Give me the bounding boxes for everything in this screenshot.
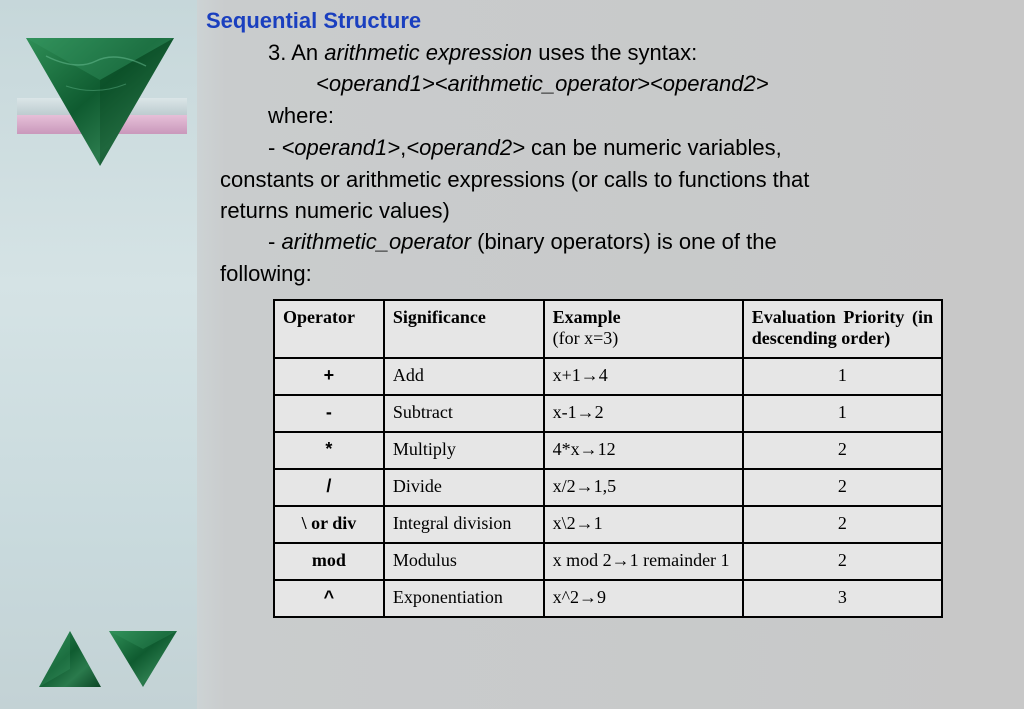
table-row [274,432,942,469]
cell-significance: Exponentiation [384,580,544,617]
text-segment: can be numeric variables, [524,135,782,160]
text-segment: , [400,135,407,160]
syntax-line: <operand1><arithmetic_operator><operand2> [316,71,769,96]
table-row [274,395,942,432]
operands-line-1 [268,135,782,161]
text-segment: - [268,229,282,254]
cell-example: 4*x→12 [544,432,743,469]
cell-operator: + [274,358,384,395]
left-decor-panel [0,0,197,709]
header-example [544,300,743,358]
marble-triangle-down-icon [26,36,176,168]
cell-operator: * [274,432,384,469]
text-italic: <operand2> [406,135,525,160]
cell-significance: Divide [384,469,544,506]
cell-significance: Integral division [384,506,544,543]
cell-significance: Add [384,358,544,395]
text-italic: arithmetic expression [324,40,533,65]
cell-example: x^2→9 [544,580,743,617]
operator-line-1 [268,229,777,255]
table-row [274,506,942,543]
where-line: where: [268,103,335,128]
cell-operator: ^ [274,580,384,617]
text-segment: 3. An [268,40,325,65]
cell-operator: mod [274,543,384,580]
table-header-row [274,300,942,358]
operators-table [273,299,943,618]
table-row [274,358,942,395]
cell-priority: 1 [743,395,942,432]
cell-example: x/2→1,5 [544,469,743,506]
cell-significance: Modulus [384,543,544,580]
operands-line-2: constants or arithmetic expressions (or calls to functions that [220,167,810,192]
table-row [274,469,942,506]
operator-line-2: following: [220,261,312,286]
text-segment: uses the syntax: [532,40,698,65]
cell-priority: 2 [743,543,942,580]
text-italic: <operand1> [281,135,401,160]
cell-priority: 2 [743,432,942,469]
header-example-sub: (for x=3) [552,328,619,348]
body-line-1 [268,40,697,66]
cell-priority: 3 [743,580,942,617]
page-title: Sequential Structure [206,8,422,33]
cell-significance: Multiply [384,432,544,469]
header-significance: Significance [384,300,544,358]
cell-example: x mod 2→1 remainder 1 [544,543,743,580]
cell-priority: 1 [743,358,942,395]
cell-operator: \ or div [274,506,384,543]
cell-priority: 2 [743,469,942,506]
cell-example: x-1→2 [544,395,743,432]
cell-example: x\2→1 [544,506,743,543]
marble-triangle-down-small-icon [107,629,179,689]
cell-significance: Subtract [384,395,544,432]
header-priority: Evaluation Priority (in descending order) [743,300,942,358]
text-italic: arithmetic_operator [281,229,471,254]
table-row [274,580,942,617]
header-example-title: Example [552,307,621,327]
cell-priority: 2 [743,506,942,543]
table-row [274,543,942,580]
cell-example: x+1→4 [544,358,743,395]
cell-operator: / [274,469,384,506]
text-segment: (binary operators) is one of the [471,229,777,254]
operands-line-3: returns numeric values) [220,198,450,223]
marble-triangle-up-icon [37,629,103,689]
cell-operator: - [274,395,384,432]
text-segment: - [268,135,282,160]
header-operator: Operator [274,300,384,358]
